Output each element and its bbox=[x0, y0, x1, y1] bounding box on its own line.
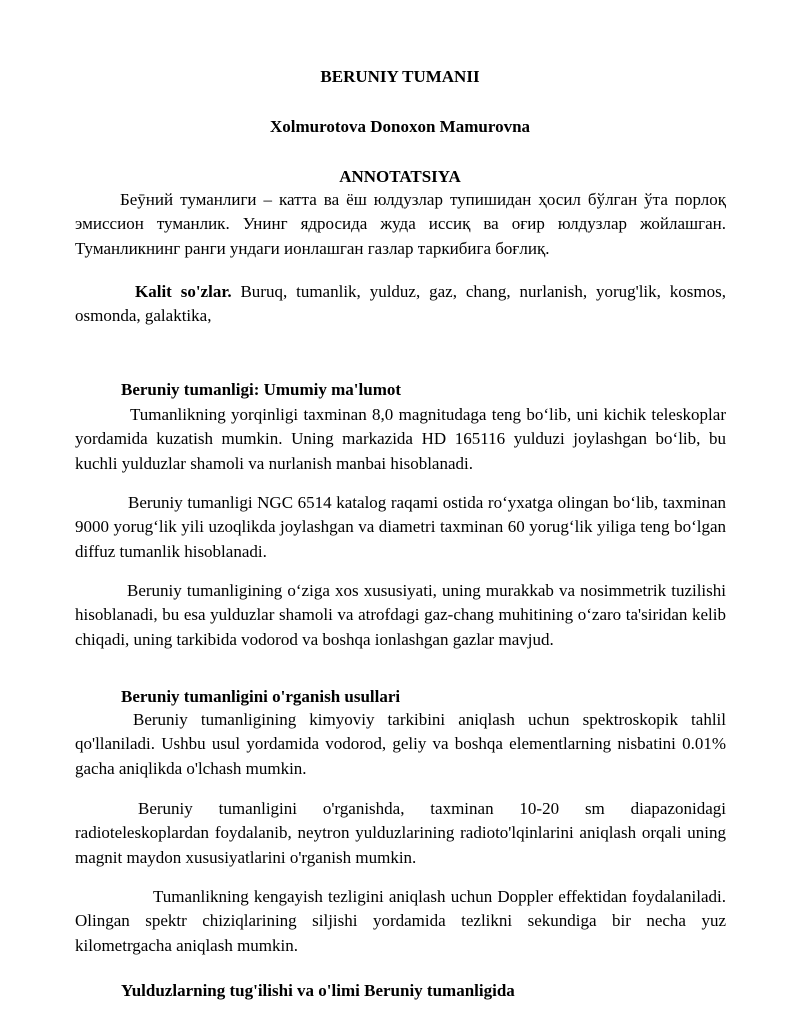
paragraph-methods-2: Beruniy tumanligini o'rganishda, taxminan 10-20 sm diapazonidagi radioteleskoplardan foydalanib, neytron yulduzlarining radioto'lqinlarini aniqlash orqali uning magnit maydon xususiyatlarini o'rganish mumkin. bbox=[75, 799, 726, 867]
section-heading-stars: Yulduzlarning tug'ilishi va o'limi Beruniy tumanligida bbox=[121, 981, 515, 1000]
paragraph-methods-3: Tumanlikning kengayish tezligini aniqlash uchun Doppler effektidan foydalaniladi. Olingan spektr chiziqlarining siljishi yordamida tezlikni sekundiga bir necha yuz kilometrgacha aniqlash mumkin. bbox=[75, 887, 726, 955]
author-name: Xolmurotova Donoxon Mamurovna bbox=[269, 117, 531, 136]
section-heading-methods: Beruniy tumanligini o'rganish usullari bbox=[121, 687, 401, 706]
section-heading-general: Beruniy tumanligi: Umumiy ma'lumot bbox=[121, 380, 402, 399]
paragraph-general-2: Beruniy tumanligi NGC 6514 katalog raqami ostida roʻyxatga olingan boʻlib, taxminan 9000 yorugʻlik yili uzoqlikda joylashgan va diametri taxminan 60 yorugʻlik yiliga teng boʻlgan diffuz tumanlik hisoblanadi. bbox=[75, 493, 726, 561]
paragraph-general-1: Tumanlikning yorqinligi taxminan 8,0 magnitudaga teng boʻlib, uni kichik teleskoplar yordamida kuzatish mumkin. Uning markazida HD 165116 yulduzi joylashgan boʻlib, bu kuchli yulduzlar shamoli va nurlanish manbai hisoblanadi. bbox=[75, 405, 726, 473]
paragraph-methods-1: Beruniy tumanligining kimyoviy tarkibini aniqlash uchun spektroskopik tahlil qo'llaniladi. Ushbu usul yordamida vodorod, geliy va boshqa elementlarning nisbatini 0.01% gacha aniqlikda o'lchash mumkin. bbox=[75, 710, 726, 778]
document-title: BERUNIY TUMANII bbox=[320, 67, 480, 86]
keywords-text: Buruq, tumanlik, yulduz, gaz, chang, nurlanish, yorug'lik, kosmos, osmonda, galaktika, bbox=[75, 282, 726, 326]
annotation-text: Беӯний туманлиги – катта ва ёш юлдузлар тупишидан ҳосил бўлган ўта порлоқ эмиссион туманлик. Унинг ядросида жуда иссиқ ва оғир юлдузлар жойлашган. Туманликнинг ранги ундаги ионлашган газлар таркибига боғлиқ. bbox=[75, 190, 726, 258]
keywords-label: Kalit so'zlar. bbox=[135, 282, 232, 301]
paragraph-general-3: Beruniy tumanligining oʻziga xos xususiyati, uning murakkab va nosimmetrik tuzilishi hisoblanadi, bu esa yulduzlar shamoli va atrofdagi gaz-chang muhitining oʻzaro ta'siridan kelib chiqadi, uning tarkibida vodorod va boshqa ionlashgan gazlar mavjud. bbox=[75, 581, 726, 649]
keywords-paragraph bbox=[75, 280, 726, 329]
annotation-heading: ANNOTATSIYA bbox=[339, 167, 461, 186]
